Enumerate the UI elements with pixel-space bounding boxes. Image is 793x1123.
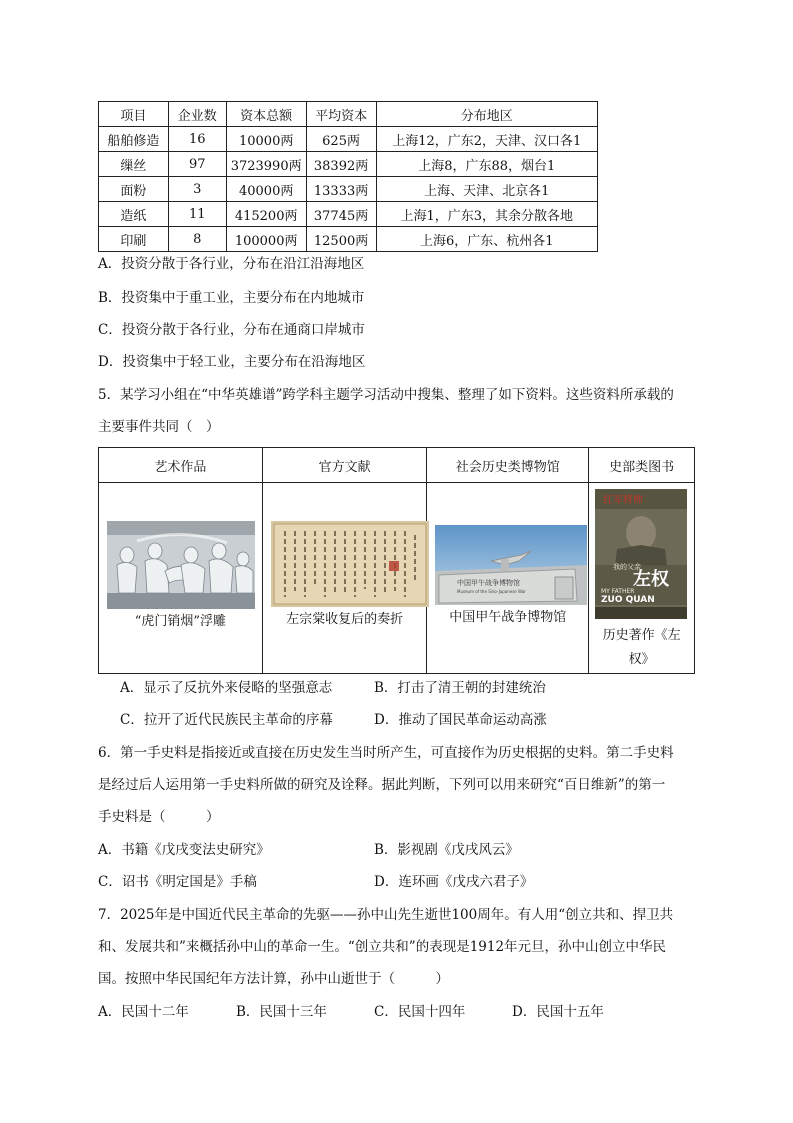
caption-relief: “虎门销烟”浮雕 <box>134 614 226 629</box>
table-row <box>99 227 598 252</box>
table-cell: 造纸 <box>99 202 169 227</box>
book-en1-text: MY FATHER <box>601 588 635 595</box>
q4-option-a: A．投资分散于各行业，分布在沿江沿海地区 <box>98 256 365 272</box>
table-row <box>99 483 695 674</box>
table-header-cell: 官方文献 <box>262 448 427 483</box>
q5-option-d: D．推动了国民革命运动高涨 <box>374 712 547 728</box>
q7-option-c: C．民国十四年 <box>374 1004 466 1020</box>
table-cell: 3723990两 <box>226 152 306 177</box>
table-header-cell: 企业数 <box>168 102 226 127</box>
industry-table <box>98 101 598 252</box>
table-cell: 上海12，广东2，天津、汉口各1 <box>376 127 597 152</box>
table-header-cell: 分布地区 <box>376 102 597 127</box>
q5-stem-line1: 5．某学习小组在“中华英雄谱”跨学科主题学习活动中搜集、整理了如下资料。这些资料所承载的 <box>98 387 674 403</box>
table-cell: 8 <box>168 227 226 252</box>
q6-stem-line3: 手史料是（ ） <box>98 809 220 825</box>
q5-option-b: B．打击了清王朝的封建统治 <box>374 680 546 696</box>
table-cell: 625两 <box>306 127 376 152</box>
book-subtitle-text: 我的父亲 <box>613 563 642 571</box>
museum-building-icon <box>435 525 587 605</box>
table-cell: 10000两 <box>226 127 306 152</box>
table-cell: 缫丝 <box>99 152 169 177</box>
table-cell: 上海、天津、北京各1 <box>376 177 597 202</box>
material-cell-book <box>589 483 695 674</box>
book-cover-icon <box>595 489 687 619</box>
q6-stem-line2: 是经过后人运用第一手史料所做的研究及诠释。据此判断，下列可以用来研究“百日维新”的第一 <box>98 777 666 793</box>
table-cell: 印刷 <box>99 227 169 252</box>
table-header-row <box>99 102 598 127</box>
table-cell: 100000两 <box>226 227 306 252</box>
relief-sculpture-icon <box>107 521 255 609</box>
table-cell: 97 <box>168 152 226 177</box>
table-cell: 11 <box>168 202 226 227</box>
book-en2-text: ZUO QUAN <box>601 595 655 605</box>
manuscript-icon <box>271 521 429 607</box>
table-cell: 12500两 <box>306 227 376 252</box>
q7-stem-line3: 国。按照中华民国纪年方法计算，孙中山逝世于（ ） <box>98 971 449 987</box>
table-header-cell: 史部类图书 <box>589 448 695 483</box>
material-cell-art <box>99 483 263 674</box>
table-row <box>99 127 598 152</box>
table-cell: 上海1，广东3，其余分散各地 <box>376 202 597 227</box>
table-header-row <box>99 448 695 483</box>
q7-option-d: D．民国十五年 <box>512 1004 604 1020</box>
table-cell: 上海6，广东、杭州各1 <box>376 227 597 252</box>
book-title-text: 左权 <box>633 569 670 590</box>
book-cover-image <box>595 489 687 619</box>
q6-option-a: A．书籍《戊戌变法史研究》 <box>98 842 270 858</box>
table-header-cell: 项目 <box>99 102 169 127</box>
table-cell: 16 <box>168 127 226 152</box>
q5-option-a: A．显示了反抗外来侵略的坚强意志 <box>120 680 333 696</box>
q4-option-b: B．投资集中于重工业，主要分布在内地城市 <box>98 290 365 306</box>
table-cell: 面粉 <box>99 177 169 202</box>
museum-sign-text: 中国甲午战争博物馆 <box>457 579 521 587</box>
q7-stem-line2: 和、发展共和”来概括孙中山的革命一生。“创立共和”的表现是1912年元旦，孙中山创立中华民 <box>98 939 667 955</box>
q6-option-c: C．诏书《明定国是》手稿 <box>98 874 257 890</box>
table-cell: 3 <box>168 177 226 202</box>
book-series-text: 红军将帅 <box>603 495 644 506</box>
table-cell: 415200两 <box>226 202 306 227</box>
table-cell: 37745两 <box>306 202 376 227</box>
table-cell: 40000两 <box>226 177 306 202</box>
caption-book-line2: 权》 <box>628 652 655 667</box>
table-cell: 上海8，广东88，烟台1 <box>376 152 597 177</box>
table-cell: 13333两 <box>306 177 376 202</box>
caption-book-line1: 历史著作《左 <box>602 628 681 643</box>
memorial-manuscript-image <box>271 521 429 607</box>
material-cell-document <box>262 483 427 674</box>
caption-memorial: 左宗棠收复后的奏折 <box>286 612 404 627</box>
q6-option-d: D．连环画《戊戌六君子》 <box>374 874 534 890</box>
museum-photo <box>435 525 587 605</box>
q5-stem-line2: 主要事件共同（ ） <box>98 419 220 435</box>
q4-option-d: D．投资集中于轻工业，主要分布在沿海地区 <box>98 354 366 370</box>
q4-option-c: C．投资分散于各行业，分布在通商口岸城市 <box>98 322 365 338</box>
q6-option-b: B．影视剧《戊戌风云》 <box>374 842 519 858</box>
table-cell: 船舶修造 <box>99 127 169 152</box>
table-row <box>99 177 598 202</box>
q6-stem-line1: 6．第一手史料是指接近或直接在历史发生当时所产生，可直接作为历史根据的史料。第二手史料 <box>98 745 674 761</box>
caption-museum: 中国甲午战争博物馆 <box>449 610 567 625</box>
table-header-cell: 资本总额 <box>226 102 306 127</box>
table-row <box>99 152 598 177</box>
table-row <box>99 202 598 227</box>
q7-option-a: A．民国十二年 <box>98 1004 189 1020</box>
table-header-cell: 社会历史类博物馆 <box>427 448 589 483</box>
q5-material-table <box>98 447 695 674</box>
q5-option-c: C．拉开了近代民族民主革命的序幕 <box>120 712 333 728</box>
table-cell: 38392两 <box>306 152 376 177</box>
museum-sign-en-text: Museum of the Sino-Japanese War <box>457 589 527 594</box>
relief-sculpture-image <box>107 521 255 609</box>
table-header-cell: 平均资本 <box>306 102 376 127</box>
q7-option-b: B．民国十三年 <box>236 1004 327 1020</box>
table-header-cell: 艺术作品 <box>99 448 263 483</box>
material-cell-museum <box>427 483 589 674</box>
q7-stem-line1: 7．2025年是中国近代民主革命的先驱——孙中山先生逝世100周年。有人用“创立共和、捍卫共 <box>98 907 674 923</box>
